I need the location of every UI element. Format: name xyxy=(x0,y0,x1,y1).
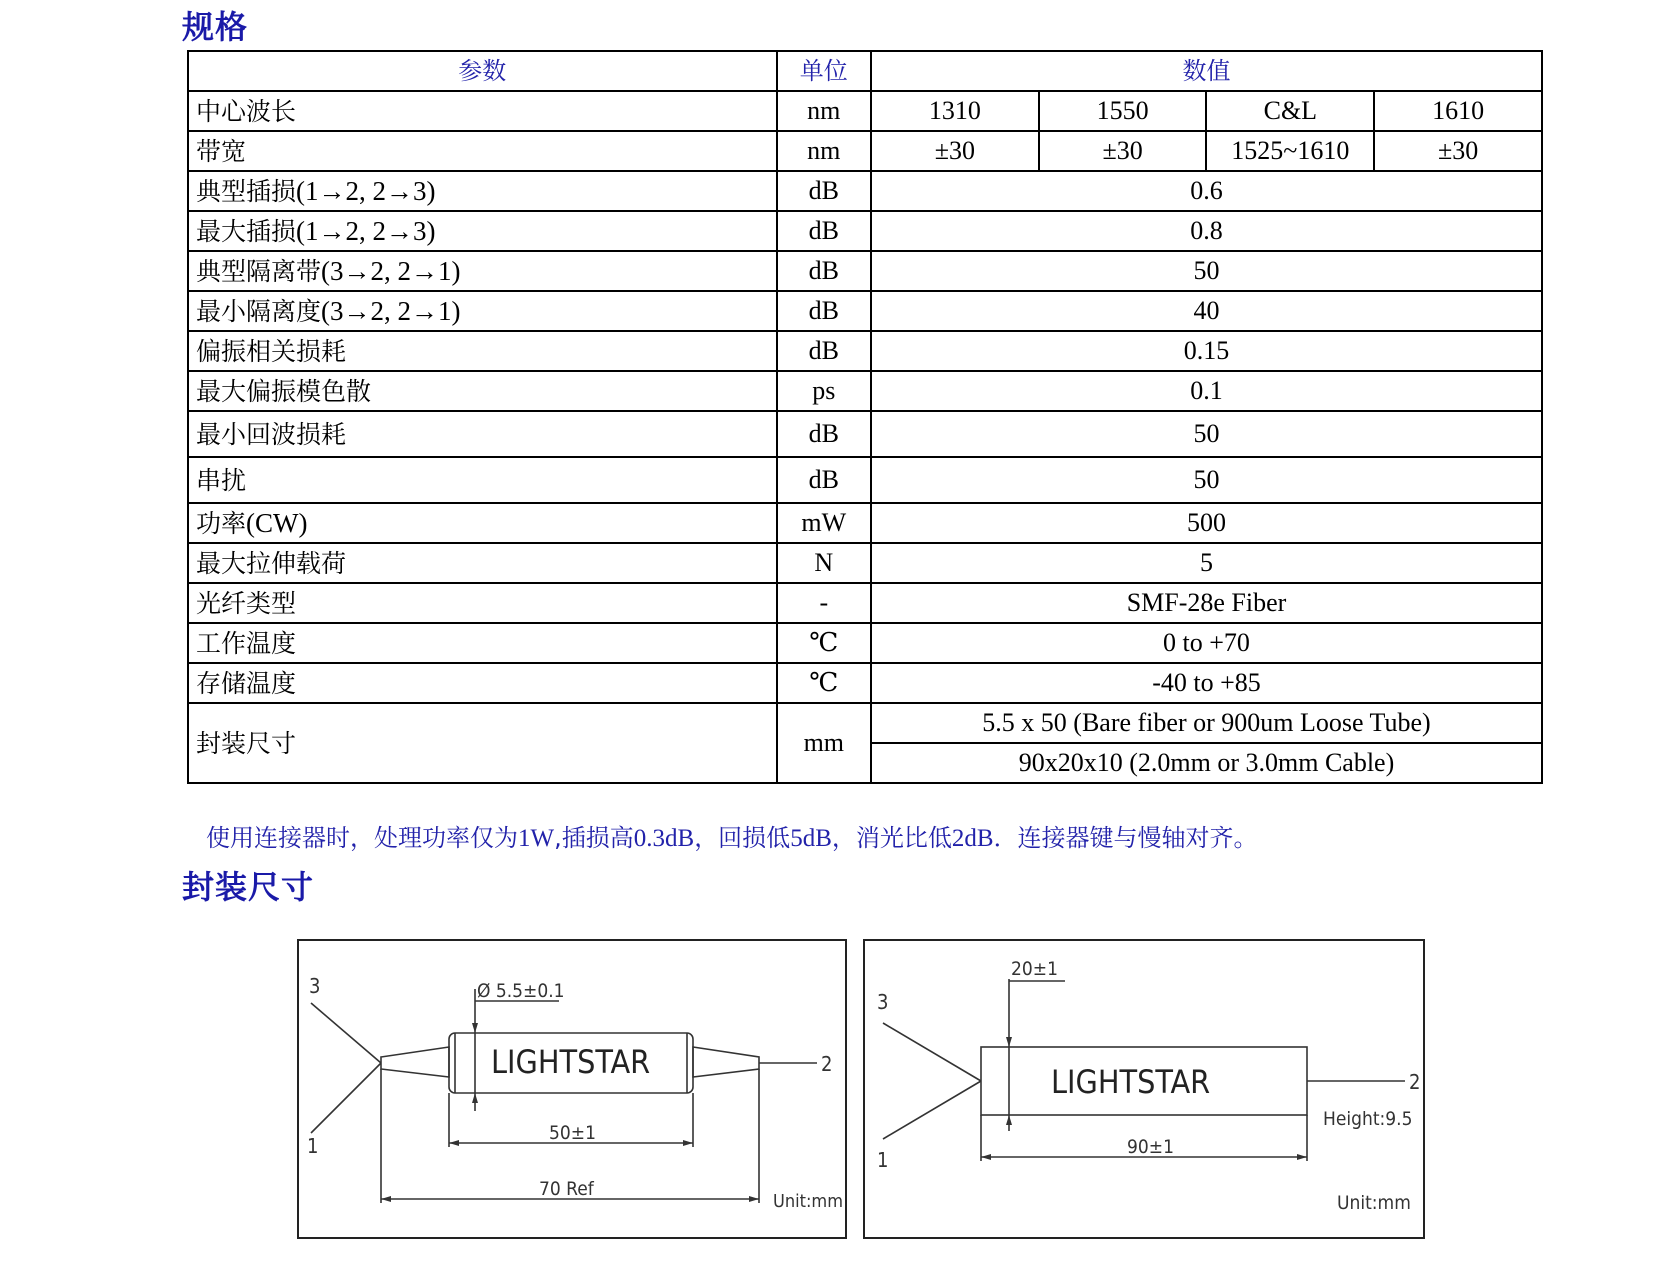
table-row xyxy=(188,131,1542,171)
length-label: 90±1 xyxy=(1127,1136,1174,1158)
value-cell: ±30 xyxy=(1039,131,1207,171)
value-cell: 50 xyxy=(871,457,1542,503)
value-cell: 0.8 xyxy=(871,211,1542,251)
table-row xyxy=(188,663,1542,703)
param-cn: 存储温度 xyxy=(196,668,297,698)
brand-label: LIGHTSTAR xyxy=(491,1043,651,1081)
unit-cell: mm xyxy=(777,703,871,783)
param-cn: 最大拉伸载荷 xyxy=(196,548,347,578)
unit-cell: dB xyxy=(777,457,871,503)
width-label: 20±1 xyxy=(1011,958,1058,980)
value-cell: 1610 xyxy=(1374,91,1542,131)
param-cn: 光纤类型 xyxy=(196,588,297,618)
note-text: 使用连接器时，处理功率仅为 xyxy=(206,824,518,852)
value-cell: C&L xyxy=(1206,91,1374,131)
param-cell xyxy=(188,171,777,211)
port2-label: 2 xyxy=(821,1052,833,1076)
unit-label: Unit:mm xyxy=(773,1191,843,1212)
fiber-port1-line xyxy=(311,1063,381,1133)
param-lat: (1→2, 2→3) xyxy=(296,215,436,246)
table-row xyxy=(188,371,1542,411)
connector-note xyxy=(206,818,1258,853)
table-row xyxy=(188,543,1542,583)
param-cell xyxy=(188,457,777,503)
diameter-label: Ø 5.5±0.1 xyxy=(477,980,565,1002)
unit-label: Unit:mm xyxy=(1337,1192,1411,1214)
table-row xyxy=(188,291,1542,331)
param-cn: 最大偏振模色散 xyxy=(196,376,372,406)
table-row xyxy=(188,623,1542,663)
note-text: ，消光比低 xyxy=(831,824,952,852)
param-lat: (3→2, 2→1) xyxy=(321,255,461,286)
value-cell: 0.15 xyxy=(871,331,1542,371)
param-cell xyxy=(188,411,777,457)
param-cn: 最大插损 xyxy=(196,216,297,246)
unit-cell: ℃ xyxy=(777,623,871,663)
table-row xyxy=(188,91,1542,131)
value-cell: ±30 xyxy=(1374,131,1542,171)
param-cell xyxy=(188,623,777,663)
tube-package-svg xyxy=(299,941,845,1237)
value-cell: 1550 xyxy=(1039,91,1207,131)
param-cell xyxy=(188,291,777,331)
value-cell: 1525~1610 xyxy=(1206,131,1374,171)
unit-cell: dB xyxy=(777,291,871,331)
param-lat: (1→2, 2→3) xyxy=(296,175,436,206)
unit-cell: N xyxy=(777,543,871,583)
table-header-row xyxy=(188,51,1542,91)
param-cn: 工作温度 xyxy=(196,628,297,658)
fiber-port1-line xyxy=(883,1081,981,1139)
param-cell xyxy=(188,583,777,623)
box-package-svg xyxy=(865,941,1423,1237)
value-cell: 500 xyxy=(871,503,1542,543)
package-section-title: 封装尺寸 xyxy=(182,868,315,906)
param-cell xyxy=(188,503,777,543)
unit-cell: ℃ xyxy=(777,663,871,703)
param-cn: 偏振相关损耗 xyxy=(196,336,347,366)
value-cell: 0.6 xyxy=(871,171,1542,211)
table-row xyxy=(188,457,1542,503)
note-text: 2dB xyxy=(951,825,994,852)
unit-cell: dB xyxy=(777,411,871,457)
brand-label: LIGHTSTAR xyxy=(1051,1063,1211,1101)
unit-cell: - xyxy=(777,583,871,623)
unit-cell: nm xyxy=(777,91,871,131)
total-length-label: 70 Ref xyxy=(539,1178,594,1200)
param-cell: 封装尺寸 xyxy=(188,703,777,783)
unit-cell: dB xyxy=(777,211,871,251)
header-param: 参数 xyxy=(188,51,777,91)
param-cell xyxy=(188,251,777,291)
note-text: 0.3dB xyxy=(633,825,695,852)
param-cn: 最小回波损耗 xyxy=(196,419,347,449)
table-row xyxy=(188,703,1542,743)
param-lat: (CW) xyxy=(246,507,308,538)
fiber-port3-line xyxy=(883,1023,981,1081)
value-cell: -40 to +85 xyxy=(871,663,1542,703)
table-row xyxy=(188,331,1542,371)
param-cn: 最小隔离度 xyxy=(196,296,322,326)
note-text: ,插损高 xyxy=(554,824,634,852)
left-boot xyxy=(381,1047,449,1077)
unit-cell: dB xyxy=(777,171,871,211)
value-cell: 40 xyxy=(871,291,1542,331)
param-cn: 典型隔离带 xyxy=(196,256,322,286)
param-cell xyxy=(188,543,777,583)
param-cell xyxy=(188,371,777,411)
value-cell: 5 xyxy=(871,543,1542,583)
param-cn: 串扰 xyxy=(196,465,247,495)
note-text: 5dB xyxy=(790,825,832,852)
spec-section-title: 规格 xyxy=(182,8,249,46)
port1-label: 1 xyxy=(877,1148,889,1172)
value-cell: 90x20x10 (2.0mm or 3.0mm Cable) xyxy=(871,743,1542,783)
note-text: ．连接器键与慢轴对齐。 xyxy=(993,824,1258,852)
param-lat: (3→2, 2→1) xyxy=(321,295,461,326)
unit-cell: mW xyxy=(777,503,871,543)
port1-label: 1 xyxy=(307,1134,319,1158)
spec-table xyxy=(187,50,1543,784)
table-row xyxy=(188,583,1542,623)
table-row xyxy=(188,211,1542,251)
port3-label: 3 xyxy=(877,990,889,1014)
unit-cell: dB xyxy=(777,251,871,291)
port2-label: 2 xyxy=(1409,1070,1421,1094)
unit-cell: ps xyxy=(777,371,871,411)
param-cell xyxy=(188,331,777,371)
table-row xyxy=(188,171,1542,211)
table-row xyxy=(188,503,1542,543)
height-label: Height:9.5 xyxy=(1323,1108,1413,1130)
param-cell xyxy=(188,663,777,703)
value-cell: 0 to +70 xyxy=(871,623,1542,663)
unit-cell: nm xyxy=(777,131,871,171)
param-cn: 功率 xyxy=(196,508,247,538)
value-cell: 0.1 xyxy=(871,371,1542,411)
value-cell: 50 xyxy=(871,411,1542,457)
table-row xyxy=(188,251,1542,291)
table-row xyxy=(188,411,1542,457)
header-value: 数值 xyxy=(871,51,1542,91)
value-cell: 5.5 x 50 (Bare fiber or 900um Loose Tube) xyxy=(871,703,1542,743)
param-cell: 带宽 xyxy=(188,131,777,171)
note-text: ，回损低 xyxy=(694,824,791,852)
unit-cell: dB xyxy=(777,331,871,371)
box-package-drawing xyxy=(863,939,1425,1239)
param-cell: 中心波长 xyxy=(188,91,777,131)
right-boot xyxy=(693,1047,759,1077)
fiber-port3-line xyxy=(311,1003,381,1063)
port3-label: 3 xyxy=(309,974,321,998)
header-unit: 单位 xyxy=(777,51,871,91)
tube-package-drawing xyxy=(297,939,847,1239)
value-cell: 1310 xyxy=(871,91,1039,131)
param-cn: 典型插损 xyxy=(196,176,297,206)
value-cell: 50 xyxy=(871,251,1542,291)
body-length-label: 50±1 xyxy=(549,1122,596,1144)
param-cell xyxy=(188,211,777,251)
value-cell: ±30 xyxy=(871,131,1039,171)
value-cell: SMF-28e Fiber xyxy=(871,583,1542,623)
note-text: 1W xyxy=(518,825,555,852)
